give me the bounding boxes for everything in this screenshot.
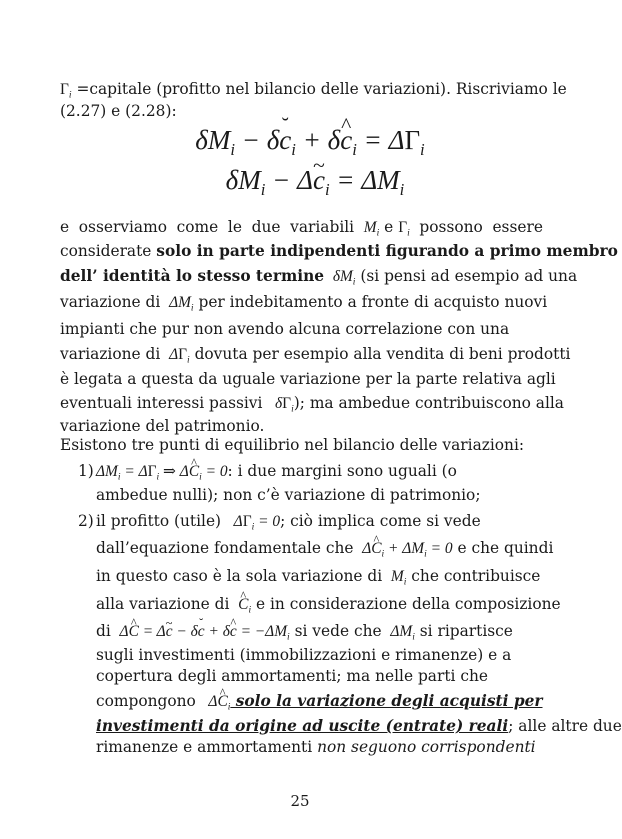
list-item-2-line-10: rimanenze e ammortamenti non seguono corrispondenti bbox=[96, 738, 536, 756]
list-item-1-line-2: ambedue nulli); non c’è variazione di patrimonio; bbox=[96, 486, 481, 504]
list-item-2-number: 2) bbox=[78, 512, 94, 530]
var-M-and-gamma: $M_i$ e $\Gamma_i$ bbox=[363, 218, 410, 239]
list-item-2-line-9: investimenti da origine ad uscite (entrate) reali; alle altre due bbox=[96, 717, 622, 735]
list-item-2-line-6: sugli investimenti (immobilizzazioni e rimanenze) e a bbox=[96, 646, 512, 664]
bold-italic-phrase-2: investimenti da origine ad uscite (entrate) reali bbox=[96, 717, 509, 735]
paragraph-line-9: variazione del patrimonio. bbox=[60, 417, 265, 435]
list-item-2-line-1: il profitto (utile) $\Delta\Gamma_i = 0$; ciò implica come si vede bbox=[96, 512, 481, 533]
paragraph-line-1: e osserviamo come le due variabili $M_i$ e $\Gamma_i$ possono essere bbox=[60, 218, 543, 239]
paragraph-line-10: Esistono tre punti di equilibrio nel bilancio delle variazioni: bbox=[60, 436, 525, 454]
paragraph-line-8: eventuali interessi passivi $\delta\Gamma_i$); ma ambedue contribuiscono alla bbox=[60, 394, 564, 415]
paragraph-line-6: variazione di $\Delta\Gamma_i$ dovuta per esempio alla vendita di beni prodotti bbox=[60, 345, 571, 366]
paragraph-line-4: variazione di $\Delta M_i$ per indebitamento a fronte di acquisto nuovi bbox=[60, 293, 548, 314]
symbol-gamma: Γ bbox=[60, 81, 69, 98]
equation-1: $\delta M_i - \delta c$ $˘_i + \delta c$ $\^{}_i = \Delta\Gamma_i$ bbox=[180, 127, 440, 154]
bold-phrase-1: solo in parte indipendenti figurando a primo membro bbox=[156, 242, 618, 260]
paragraph-line-2: considerate solo in parte indipendenti figurando a primo membro bbox=[60, 242, 618, 260]
paragraph-line-7: è legata a questa da uguale variazione per la parte relativa agli bbox=[60, 370, 556, 388]
list-item-2-line-2: dall’equazione fondamentale che ΔC $\^{}_i + \Delta M_i = 0$ e che quindi bbox=[96, 541, 553, 556]
list-item-2-line-4: alla variazione di C $\^{}_i$ e in considerazione della composizione bbox=[96, 597, 561, 612]
paragraph-line-5: impianti che pur non avendo alcuna correlazione con una bbox=[60, 320, 510, 338]
list-item-2-line-5: di ΔC ^ = Δc ~ − δc ˘ + δc ^ = $-\Delta M_i$ si vede che $\Delta M_i$ si ripartisce bbox=[96, 624, 513, 639]
list-item-2-line-8: compongono ΔC $\^{}_i$ solo la variazione degli acquisti per bbox=[96, 694, 543, 709]
list-item-2-line-7: copertura degli ammortamenti; ma nelle parti che bbox=[96, 667, 488, 685]
text-line-1: $\Gamma_i$ =capitale (profitto nel bilancio delle variazioni). Riscriviamo le bbox=[60, 80, 567, 101]
list-item-2-line-3: in questo caso è la sola variazione di $M_i$ che contribuisce bbox=[96, 567, 541, 588]
list-item-1-line-1: $\Delta M_i = \Delta\Gamma_i$ ⇒ ΔC $\^{}_i = 0$: i due margini sono uguali (o bbox=[96, 464, 457, 479]
equation-2: $\delta M_i - \Delta c$ $\sim_i = \Delta M_i$ bbox=[200, 167, 430, 194]
bold-italic-phrase-1: solo la variazione degli acquisti per bbox=[230, 692, 543, 710]
line-1-text: =capitale (profitto nel bilancio delle variazioni). Riscriviamo le bbox=[71, 80, 567, 98]
paragraph-line-3: dell’ identità lo stesso termine $\delta M_i$ (si pensi ad esempio ad una bbox=[60, 267, 578, 288]
list-item-1-number: 1) bbox=[78, 462, 94, 480]
text-line-2: (2.27) e (2.28): bbox=[60, 102, 177, 120]
italic-phrase: non seguono corrispondenti bbox=[312, 738, 536, 756]
page-number: 25 bbox=[290, 792, 310, 810]
bold-phrase-2: dell’ identità lo stesso termine bbox=[60, 267, 325, 285]
